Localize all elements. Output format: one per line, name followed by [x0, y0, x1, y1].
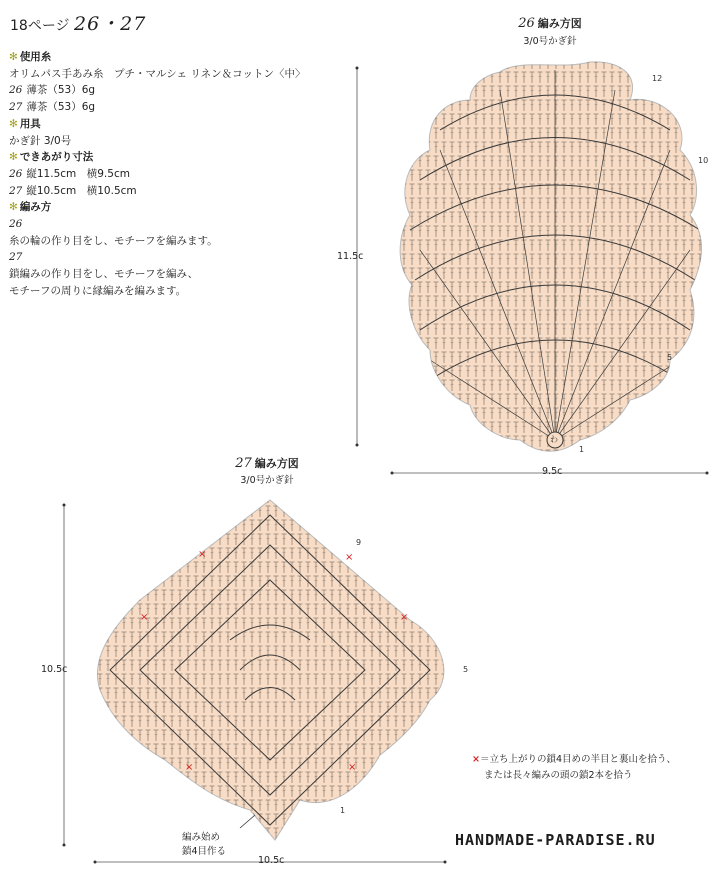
motif-27-stitches: [90, 495, 460, 845]
size-heading: ✻ できあがり寸法: [9, 151, 94, 164]
yarn-heading: ✻ 使用糸: [9, 51, 52, 63]
note-line1: ×＝立ち上がりの鎖4目めの半目と裏山を拾う、: [472, 754, 677, 765]
motif-26-stitches: [400, 60, 710, 460]
row-label-5b: 5: [463, 665, 469, 674]
diagram-27-height: 10.5c: [41, 664, 68, 675]
size-26: 26 縦11.5cm 横9.5cm: [9, 167, 130, 180]
method-26-text: 糸の輪の作り目をし、モチーフを編みます。: [9, 234, 218, 247]
size-27: 27 縦10.5cm 横10.5cm: [9, 184, 137, 197]
pattern-numbers: 26・27: [74, 13, 147, 35]
method-27-line1: 鎖編みの作り目をし、モチーフを編み、: [9, 268, 199, 281]
svg-text:×: ×: [198, 549, 207, 560]
method-26-id: 26: [9, 218, 23, 231]
diagram-27-subtitle: 3/0号かぎ針: [240, 475, 294, 486]
diagram-26-motif: [400, 60, 710, 460]
asterisk-icon: ✻: [9, 51, 18, 63]
tools-text: かぎ針 3/0号: [9, 134, 72, 147]
row-label-10: 10: [698, 156, 709, 165]
magic-ring-label: わ: [550, 435, 558, 444]
svg-text:×: ×: [185, 762, 194, 773]
method-heading: ✻ 編み方: [9, 201, 52, 214]
cross-mark-note: [472, 752, 676, 784]
tools-heading: ✻ 用具: [9, 117, 41, 130]
method-27-id: 27: [9, 251, 23, 264]
row-label-1: 1: [579, 445, 585, 454]
watermark: HANDMADE-PARADISE.RU: [455, 831, 656, 849]
start-line1: 編み始め: [182, 832, 221, 843]
diagram-26-width: 9.5c: [542, 466, 563, 477]
asterisk-icon: ✻: [9, 117, 18, 130]
page-prefix: 18ページ: [10, 18, 70, 34]
method-27-line2: モチーフの周りに縁編みを編みます。: [9, 284, 187, 297]
svg-text:×: ×: [140, 612, 149, 623]
note-line2: または長々編みの頭の鎖2本を拾う: [484, 770, 633, 781]
yarn-name: オリムパス手あみ糸 プチ・マルシェ リネン＆コットン〈中〉: [9, 67, 306, 80]
start-pointer: [240, 815, 255, 828]
yarn-26: 26 薄茶（53）6g: [9, 84, 96, 97]
diagram-26-title: 26 編み方図: [518, 16, 582, 31]
svg-text:×: ×: [348, 762, 357, 773]
diagram-26-height: 11.5c: [337, 251, 364, 262]
start-line2: 鎖4目作る: [182, 846, 227, 857]
svg-text:×: ×: [345, 552, 354, 563]
diagram-27-title: 27 編み方図: [235, 456, 299, 471]
diagram-27-width: 10.5c: [258, 855, 285, 866]
asterisk-icon: ✻: [9, 201, 18, 214]
asterisk-icon: ✻: [9, 151, 18, 164]
row-label-9: 9: [356, 538, 362, 547]
start-note: [182, 831, 226, 859]
diagram-26-subtitle: 3/0号かぎ針: [523, 36, 577, 47]
row-label-12: 12: [652, 74, 663, 83]
yarn-27: 27 薄茶（53）6g: [9, 101, 96, 114]
row-label-1b: 1: [340, 806, 346, 815]
cross-mark-icon: ×: [472, 754, 480, 765]
row-label-5: 5: [667, 353, 673, 362]
diagram-27-motif: [90, 495, 460, 845]
svg-text:×: ×: [400, 612, 409, 623]
